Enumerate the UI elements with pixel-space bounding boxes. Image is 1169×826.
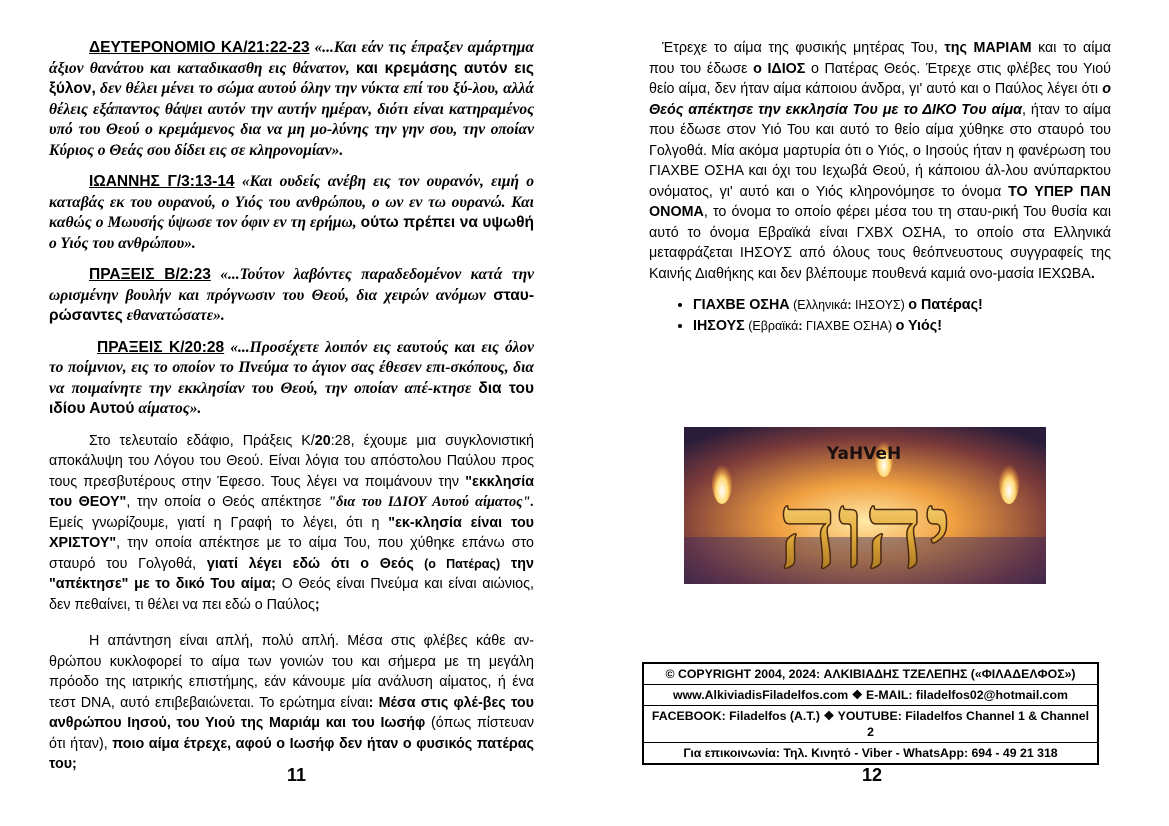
- contact-line: Για επικοινωνία: Τηλ. Κινητό - Viber - WhatsApp: 694 - 49 21 318: [683, 746, 1058, 760]
- verse-ref: ΙΩΑΝΝΗΣ Γ/3:13-14: [89, 173, 235, 190]
- list-item: • ΙΗΣΟΥΣ (Εβραϊκά: ΓΙΑΧΒΕ ΟΣΗΑ) ο Υιός!: [693, 316, 1111, 337]
- verse-ref: ΔΕΥΤΕΡΟΝΟΜΙΟ ΚΑ/21:22-23: [89, 39, 310, 56]
- verse-acts-20: ΠΡΑΞΕΙΣ Κ/20:28 «...Προσέχετε λοιπόν εις εαυτούς και εις όλον το ποίμνιον, εις το οποίον το Πνεύμα το άγιον σας έθεσεν επι-σκόπους, δια να ποιμαίνητε την εκκλησίαν του Θεού, την οποίαν απέ-κτησε δια του ιδίου Αυτού αίματος».: [49, 338, 534, 417]
- page-number: 12: [862, 765, 883, 785]
- verse-deuteronomy: ΔΕΥΤΕΡΟΝΟΜΙΟ ΚΑ/21:22-23 «...Και εάν τις έπραξεν αμάρτημα άξιον θανάτου και καταδικασθη εις θάνατον, και κρεμάσης αυτόν εις ξύλον, δεν θέλει μένει το σώμα αυτού όλην την νύκτα επί του ξύ-λου, αλλά θέλεις εξάπαντος θάψει αυτόν την αυτήν ημέραν, διότι είναι κατηραμένος υπό του Θεού ο κρεμάμενος δια να μη μο-λύνης την γην σου, την οποίαν Κύριος ο Θεάς σου δίδει εις σε κληρονομίαν».: [49, 39, 534, 159]
- website-email-line: www.AlkiviadisFiladelfos.com ❖ E-MAIL: filadelfos02@hotmail.com: [644, 685, 1097, 706]
- social-line: FACEBOOK: Filadelfos (A.T.) ❖ YOUTUBE: Filadelfos Channel 1 & Channel 2: [644, 706, 1097, 743]
- body-paragraph-1: Στο τελευταίο εδάφιο, Πράξεις Κ/20:28, έχουμε μια συγκλονιστική αποκάλυψη του Λόγου του Θεού. Είναι λόγια του απόστολου Παύλου προς τους πρεσβυτέρους στην Έφεσο. Τους λέγει να ποιμάνουν την "εκκλησία του ΘΕΟΥ", την οποία ο Θεός απέκτησε "δια του ΙΔΙΟΥ Αυτού αίματος". Εμείς γνωρίζουμε, γιατί η Γραφή το λέγει, ότι η "εκ-κλησία είναι του ΧΡΙΣΤΟΥ", την οποία απέκτησε με το αίμα Του, που χύθηκε επάνω στο σταυρό του Γολγοθά, γιατί λέγει εδώ ότι ο Θεός (ο Πατέρας) την "απέκτησε" με το δικό Του αίμα; Ο Θεός είναι Πνεύμα και είναι αιώνιος, δεν πεθαίνει, τι θέλει να πει εδώ ο Παύλος;: [49, 432, 535, 613]
- yahveh-image: [684, 427, 1046, 584]
- image-caption: YaHVeH: [826, 444, 902, 464]
- name-list: [649, 295, 1111, 337]
- left-page: [49, 38, 534, 786]
- right-page: [649, 38, 1111, 337]
- page-number: 11: [287, 765, 307, 785]
- hebrew-tetragrammaton: יהוה: [778, 469, 952, 584]
- verse-ref: ΠΡΑΞΕΙΣ Β/2:23: [89, 266, 211, 283]
- verse-acts-2: ΠΡΑΞΕΙΣ Β/2:23 «...Τούτον λαβόντες παραδεδομένον κατά την ωρισμένην βουλήν και πρόγνωσιν του Θεού, δια χειρών ανόμων σταυ-ρώσαντες εθανατώσατε».: [49, 266, 534, 324]
- verse-john: ΙΩΑΝΝΗΣ Γ/3:13-14 «Και ουδείς ανέβη εις τον ουρανόν, ειμή ο καταβάς εκ του ουρανού, ο Υιός του ανθρώπου, ο ων εν τω ουρανώ. Και καθώς ο Μωυσής ύψωσε τον όφιν εν τη ερήμω, ούτω πρέπει να υψωθή ο Υιός του ανθρώπου».: [49, 173, 534, 252]
- list-item: • ΓΙΑΧΒΕ ΟΣΗΑ (Ελληνικά: ΙΗΣΟΥΣ) ο Πατέρας!: [693, 295, 1111, 316]
- copyright-box: [642, 662, 1099, 765]
- body-paragraph-3: Έτρεχε το αίμα της φυσικής μητέρας Του, της ΜΑΡΙΑΜ και το αίμα που του έδωσε ο ΙΔΙΟΣ ο Πατέρας Θεός. Έτρεχε στις φλέβες του Υιού θείο αίμα, δεν ήταν αίμα κάποιου άνδρα, γι' αυτό και ο Παύλος λέγει ότι ο Θεός απέκτησε την εκκλησία Του με το ΔΙΚΟ Του αίμα, ήταν το αίμα που έδωσε στον Υιό Του και αυτό το θείο αίμα χύθηκε στο σταυρό του Γολγοθά. Μία ακόμα μαρτυρία ότι ο Υιός, ο Ιησούς ήταν η φανέρωση του ΓΙΑΧΒΕ ΟΣΗΑ και όχι του Ιεχωβά Θεού, ή κάποιου άλ-λου ανύπαρκτου ονόματος, γι' αυτό και ο Υιός κληρονόμησε το όνομα ΤΟ ΥΠΕΡ ΠΑΝ ΟΝΟΜΑ, το όνομα το οποίο φέρει μέσα του τη σταυ-ρική Του θυσία και αυτό το όνομα Εβραϊκά είναι ΓΧΒΧ ΟΣΗΑ, το οποίο στα Ελληνικά μεταφράζεται ΙΗΣΟΥΣ από όλους τους θεόπνευστους συγγραφείς της Καινής Διαθήκης και δεν βλέπουμε πουθενά καμιά ονο-μασία ΙΕΧΩΒΑ.: [649, 40, 1111, 282]
- verse-ref: ΠΡΑΞΕΙΣ Κ/20:28: [97, 338, 225, 356]
- copyright-line: © COPYRIGHT 2004, 2024: ΑΛΚΙΒΙΑΔΗΣ ΤΖΕΛΕΠΗΣ («ΦΙΛΑΔΕΛΦΟΣ»): [644, 664, 1097, 685]
- body-paragraph-2: Η απάντηση είναι απλή, πολύ απλή. Μέσα στις φλέβες κάθε αν-θρώπου κυκλοφορεί το αίμα των γονιών του και σήμερα με τη μεγάλη πρόοδο της ιατρικής επιστήμης, εάν κάνουμε μία ανάλυση αίματος, ή ένα τεστ DNA, αυτό επιβεβαιώνεται. Το ερώτημα είναι: Μέσα στις φλέ-βες του ανθρώπου Ιησού, του Υιού της Μαριάμ και του Ιωσήφ (όπως πίστευαν ότι ήταν), ποιο αίμα έτρεχε, αφού ο Ιωσήφ δεν ήταν ο φυσικός πατέρας του;: [49, 633, 534, 772]
